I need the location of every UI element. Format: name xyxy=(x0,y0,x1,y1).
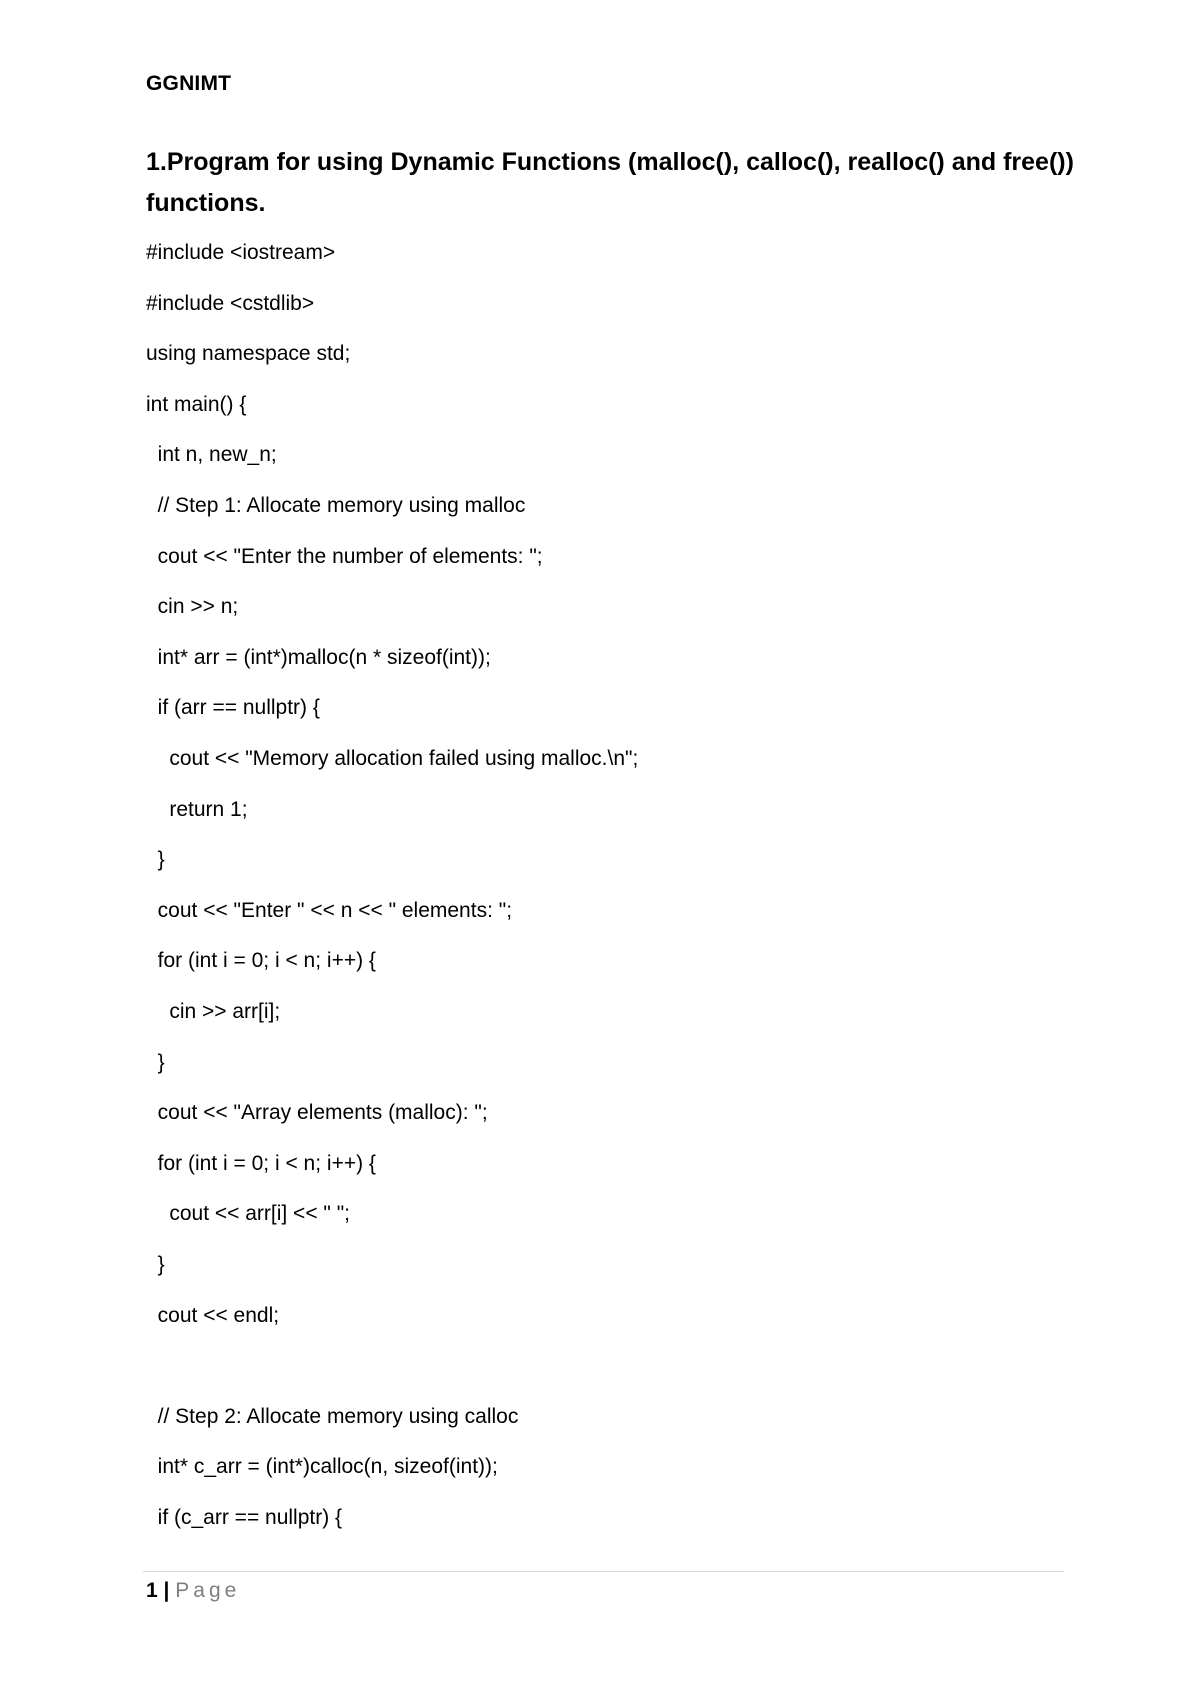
header-title: GGNIMT xyxy=(146,72,232,95)
page-number: 1 xyxy=(146,1579,158,1602)
code-line: cout << arr[i] << " "; xyxy=(146,1202,351,1225)
code-line: cout << "Memory allocation failed using malloc.\n"; xyxy=(146,747,639,770)
code-line: cin >> n; xyxy=(146,595,239,618)
code-line: for (int i = 0; i < n; i++) { xyxy=(146,1152,376,1175)
code-line: #include <cstdlib> xyxy=(146,292,315,315)
code-line: #include <iostream> xyxy=(146,241,336,264)
code-line: cout << "Array elements (malloc): "; xyxy=(146,1101,488,1124)
code-line: } xyxy=(146,848,165,871)
code-line: } xyxy=(146,1253,165,1276)
code-line: cin >> arr[i]; xyxy=(146,1000,281,1023)
footer-divider xyxy=(143,1571,1064,1572)
code-line: // Step 1: Allocate memory using malloc xyxy=(146,494,526,517)
code-line: // Step 2: Allocate memory using calloc xyxy=(146,1405,519,1428)
code-line: return 1; xyxy=(146,798,248,821)
code-line: for (int i = 0; i < n; i++) { xyxy=(146,949,376,972)
program-heading: 1.Program for using Dynamic Functions (malloc(), calloc(), realloc() and free()) functions. xyxy=(146,148,1074,217)
page-label: Page xyxy=(175,1579,241,1602)
code-line: cout << "Enter the number of elements: "; xyxy=(146,545,543,568)
code-line: cout << endl; xyxy=(146,1304,280,1327)
code-line: int* arr = (int*)malloc(n * sizeof(int)); xyxy=(146,646,491,669)
page-footer xyxy=(146,1578,240,1604)
code-line: using namespace std; xyxy=(146,342,351,365)
code-line: int* c_arr = (int*)calloc(n, sizeof(int)); xyxy=(146,1455,498,1478)
code-line: if (c_arr == nullptr) { xyxy=(146,1506,343,1529)
code-line: int main() { xyxy=(146,393,247,416)
code-line: int n, new_n; xyxy=(146,443,277,466)
code-line: if (arr == nullptr) { xyxy=(146,696,320,719)
code-line: } xyxy=(146,1051,165,1074)
footer-separator: | xyxy=(163,1579,170,1602)
code-line: cout << "Enter " << n << " elements: "; xyxy=(146,899,513,922)
